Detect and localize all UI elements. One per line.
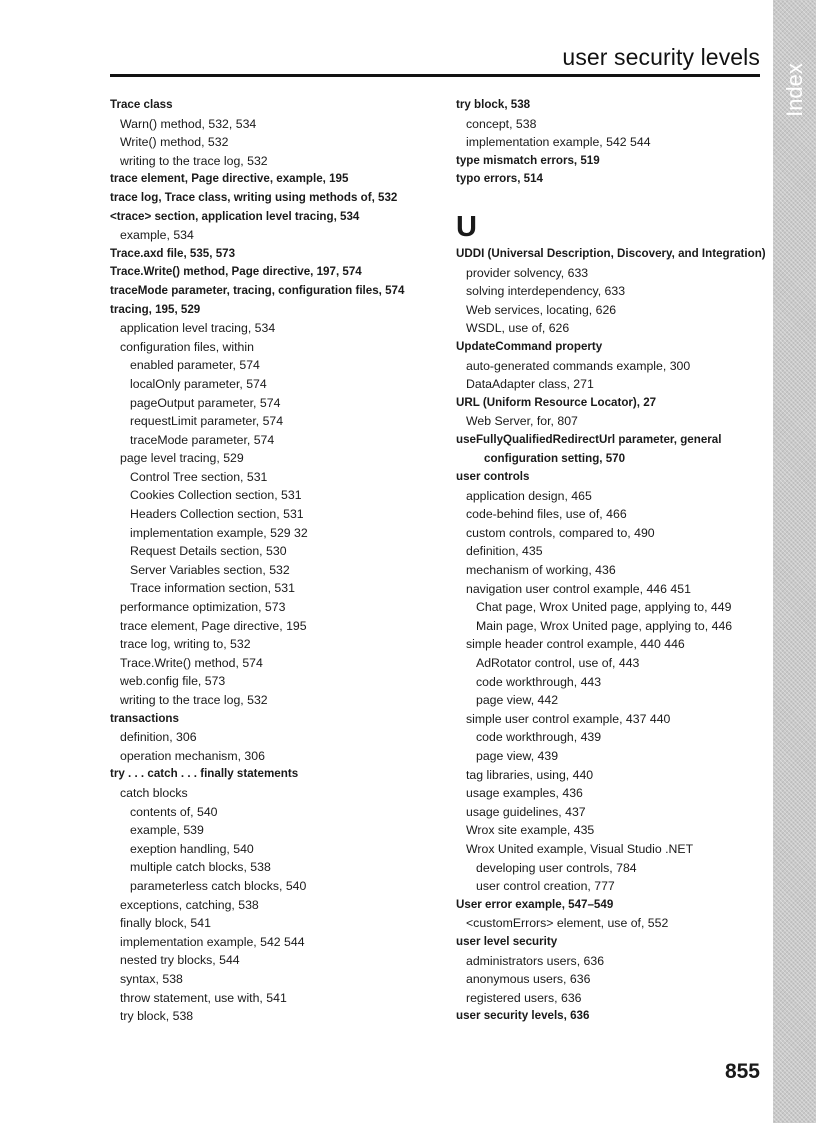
- index-sub-entry: catch blocks: [120, 785, 188, 800]
- page-number: 855: [724, 1060, 760, 1083]
- index-sub-entry: web.config file, 573: [120, 674, 226, 689]
- index-main-entry: URL (Uniform Resource Locator), 27: [456, 395, 657, 409]
- index-sub-entry: nested try blocks, 544: [120, 953, 240, 968]
- index-sub-entry: writing to the trace log, 532: [120, 153, 268, 168]
- index-side-tab-label: Index: [781, 63, 807, 117]
- index-sub-entry: DataAdapter class, 271: [466, 377, 594, 392]
- index-sub-entry: Control Tree section, 531: [130, 469, 268, 484]
- index-main-entry: typo errors, 514: [456, 172, 543, 186]
- index-sub-entry: implementation example, 529 32: [130, 525, 308, 540]
- index-main-entry: tracing, 195, 529: [110, 302, 201, 316]
- index-sub-entry: Cookies Collection section, 531: [130, 488, 302, 503]
- index-main-entry: try . . . catch . . . finally statements: [110, 767, 299, 781]
- index-sub-entry: code workthrough, 439: [476, 730, 602, 745]
- index-sub-entry: mechanism of working, 436: [466, 563, 616, 578]
- index-sub-entry: performance optimization, 573: [120, 600, 286, 615]
- index-main-entry: <trace> section, application level tracing, 534: [110, 209, 360, 223]
- index-sub-entry: custom controls, compared to, 490: [466, 525, 655, 540]
- index-main-entry: user security levels, 636: [456, 1009, 590, 1023]
- index-sub-entry: Trace information section, 531: [130, 581, 295, 596]
- index-main-entry: configuration setting, 570: [484, 451, 626, 465]
- index-sub-entry: pageOutput parameter, 574: [130, 395, 281, 410]
- index-main-entry: UDDI (Universal Description, Discovery, and Integration): [456, 246, 766, 260]
- index-sub-entry: implementation example, 542 544: [466, 135, 651, 150]
- index-sub-entry: parameterless catch blocks, 540: [130, 878, 307, 893]
- index-main-entry: transactions: [110, 711, 179, 725]
- index-main-entry: trace log, Trace class, writing using methods of, 532: [110, 190, 398, 204]
- index-sub-entry: throw statement, use with, 541: [120, 990, 287, 1005]
- index-sub-entry: concept, 538: [466, 116, 537, 131]
- index-sub-entry: WSDL, use of, 626: [466, 321, 570, 336]
- index-sub-entry: page level tracing, 529: [120, 451, 244, 466]
- index-sub-entry: code-behind files, use of, 466: [466, 507, 627, 522]
- index-sub-entry: Server Variables section, 532: [130, 562, 290, 577]
- index-sub-entry: exceptions, catching, 538: [120, 897, 259, 912]
- index-sub-entry: simple user control example, 437 440: [466, 711, 671, 726]
- index-sub-entry: AdRotator control, use of, 443: [476, 656, 640, 671]
- index-sub-entry: trace element, Page directive, 195: [120, 618, 307, 633]
- index-sub-entry: exeption handling, 540: [130, 841, 254, 856]
- index-column-right: [456, 96, 766, 1026]
- index-sub-entry: Warn() method, 532, 534: [120, 116, 257, 131]
- index-main-entry: trace element, Page directive, example, 195: [110, 172, 349, 186]
- index-sub-entry: finally block, 541: [120, 916, 211, 931]
- index-sub-entry: Chat page, Wrox United page, applying to, 449: [476, 600, 732, 615]
- index-sub-entry: implementation example, 542 544: [120, 934, 305, 949]
- index-sub-entry: tag libraries, using, 440: [466, 767, 594, 782]
- index-sub-entry: user control creation, 777: [476, 879, 615, 894]
- index-sub-entry: enabled parameter, 574: [130, 358, 260, 373]
- index-sub-entry: administrators users, 636: [466, 953, 605, 968]
- index-sub-entry: operation mechanism, 306: [120, 748, 265, 763]
- index-sub-entry: configuration files, within: [120, 339, 254, 354]
- running-header-title: user security levels: [562, 44, 760, 70]
- index-sub-entry: Main page, Wrox United page, applying to, 446: [476, 618, 733, 633]
- index-sub-entry: page view, 442: [476, 693, 559, 708]
- index-sub-entry: solving interdependency, 633: [466, 284, 626, 299]
- index-main-entry: user controls: [456, 470, 530, 484]
- index-sub-entry: trace log, writing to, 532: [120, 637, 251, 652]
- index-sub-entry: try block, 538: [120, 1009, 194, 1024]
- index-column-left: [110, 96, 440, 1026]
- index-sub-entry: application design, 465: [466, 488, 592, 503]
- index-sub-entry: Wrox site example, 435: [466, 823, 595, 838]
- index-sub-entry: usage examples, 436: [466, 786, 583, 801]
- index-sub-entry: Web services, locating, 626: [466, 302, 617, 317]
- section-letter: U: [456, 210, 477, 243]
- index-sub-entry: <customErrors> element, use of, 552: [466, 916, 669, 931]
- index-sub-entry: localOnly parameter, 574: [130, 376, 267, 391]
- index-sub-entry: Web Server, for, 807: [466, 414, 578, 429]
- index-sub-entry: contents of, 540: [130, 804, 218, 819]
- index-sub-entry: application level tracing, 534: [120, 321, 276, 336]
- index-main-entry: User error example, 547–549: [456, 897, 614, 911]
- index-sub-entry: definition, 435: [466, 544, 543, 559]
- index-side-tab-label-box: [773, 50, 816, 130]
- index-sub-entry: page view, 439: [476, 749, 559, 763]
- index-sub-entry: simple header control example, 440 446: [466, 637, 685, 652]
- index-sub-entry: syntax, 538: [120, 971, 183, 986]
- index-sub-entry: developing user controls, 784: [476, 860, 637, 875]
- index-main-entry: useFullyQualifiedRedirectUrl parameter, general: [456, 432, 722, 446]
- index-sub-entry: definition, 306: [120, 730, 197, 745]
- index-right-bottom-entries: [456, 245, 766, 1026]
- index-side-tab: [773, 0, 816, 1123]
- index-sub-entry: provider solvency, 633: [466, 265, 589, 280]
- index-sub-entry: code workthrough, 443: [476, 674, 602, 689]
- index-sub-entry: auto-generated commands example, 300: [466, 358, 691, 373]
- index-sub-entry: Write() method, 532: [120, 135, 229, 150]
- index-sub-entry: example, 539: [130, 823, 204, 838]
- index-sub-entry: Request Details section, 530: [130, 544, 287, 559]
- index-sub-entry: navigation user control example, 446 451: [466, 581, 691, 596]
- index-sub-entry: anonymous users, 636: [466, 972, 591, 987]
- index-sub-entry: multiple catch blocks, 538: [130, 860, 271, 875]
- index-right-top-entries: [456, 96, 766, 189]
- index-sub-entry: writing to the trace log, 532: [120, 693, 268, 707]
- index-main-entry: try block, 538: [456, 98, 531, 111]
- index-sub-entry: registered users, 636: [466, 990, 582, 1005]
- index-sub-entry: traceMode parameter, 574: [130, 432, 275, 447]
- index-main-entry: UpdateCommand property: [456, 339, 603, 353]
- index-main-entry: Trace class: [110, 98, 173, 111]
- index-main-entry: Trace.axd file, 535, 573: [110, 246, 236, 260]
- index-main-entry: user level security: [456, 934, 558, 948]
- index-main-entry: Trace.Write() method, Page directive, 197, 574: [110, 265, 362, 279]
- index-sub-entry: usage guidelines, 437: [466, 804, 586, 819]
- index-sub-entry: requestLimit parameter, 574: [130, 414, 284, 429]
- index-sub-entry: Wrox United example, Visual Studio .NET: [466, 841, 694, 856]
- index-main-entry: traceMode parameter, tracing, configuration files, 574: [110, 283, 405, 297]
- index-sub-entry: example, 534: [120, 228, 194, 243]
- header-rule: [110, 74, 760, 77]
- index-sub-entry: Headers Collection section, 531: [130, 507, 304, 522]
- index-sub-entry: Trace.Write() method, 574: [120, 655, 263, 670]
- index-main-entry: type mismatch errors, 519: [456, 153, 600, 167]
